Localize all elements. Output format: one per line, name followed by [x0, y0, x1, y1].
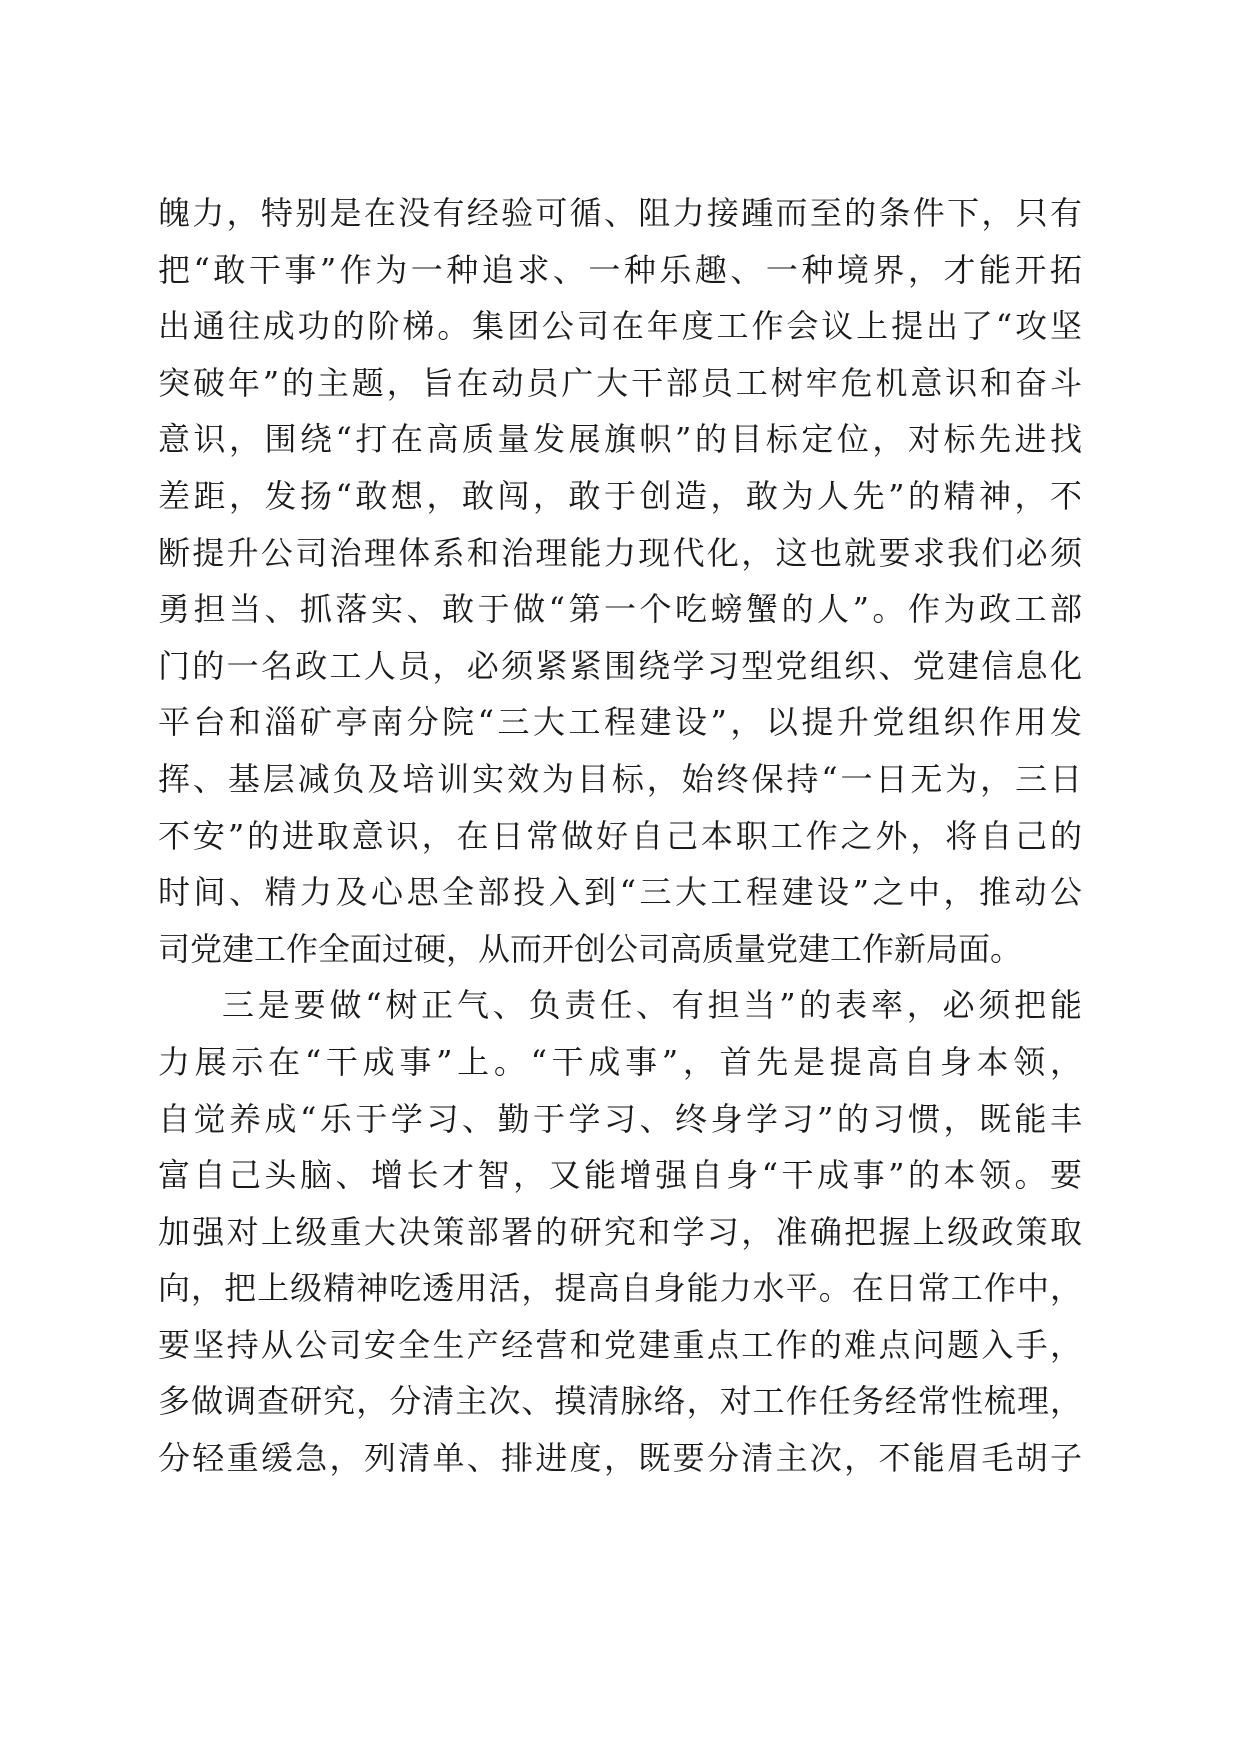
text-line: 意识，围绕“打在高质量发展旗帜”的目标定位，对标先进找: [158, 420, 1082, 459]
text-line: 把“敢干事”作为一种追求、一种乐趣、一种境界，才能开拓: [158, 250, 1082, 289]
text-line: 挥、基层减负及培训实效为目标，始终保持“一日无为，三日: [158, 759, 1082, 798]
text-line: 时间、精力及心思全部投入到“三大工程建设”之中，推动公: [158, 873, 1082, 912]
text-line: 分轻重缓急，列清单、排进度，既要分清主次，不能眉毛胡子: [158, 1439, 1082, 1478]
text-line: 断提升公司治理体系和治理能力现代化，这也就要求我们必须: [158, 533, 1082, 572]
text-line: 门的一名政工人员，必须紧紧围绕学习型党组织、党建信息化: [158, 646, 1082, 685]
text-line: 出通往成功的阶梯。集团公司在年度工作会议上提出了“攻坚: [158, 307, 1082, 346]
text-line: 向，把上级精神吃透用活，提高自身能力水平。在日常工作中，: [158, 1269, 1082, 1308]
text-line: 要坚持从公司安全生产经营和党建重点工作的难点问题入手，: [158, 1325, 1082, 1364]
body-text: [158, 185, 1082, 1487]
text-line: 不安”的进取意识，在日常做好自己本职工作之外，将自己的: [158, 816, 1082, 855]
text-line: 多做调查研究，分清主次、摸清脉络，对工作任务经常性梳理，: [158, 1382, 1082, 1421]
text-line: 突破年”的主题，旨在动员广大干部员工树牢危机意识和奋斗: [158, 363, 1082, 402]
text-line: 勇担当、抓落实、敢于做“第一个吃螃蟹的人”。作为政工部: [158, 590, 1082, 629]
text-line: 富自己头脑、增长才智，又能增强自身“干成事”的本领。要: [158, 1156, 1082, 1195]
text-line: 差距，发扬“敢想，敢闯，敢于创造，敢为人先”的精神，不: [158, 476, 1082, 515]
paragraph-first-line: 三是要做“树正气、负责任、有担当”的表率，必须把能: [222, 986, 1082, 1025]
text-line: 平台和淄矿亭南分院“三大工程建设”，以提升党组织作用发: [158, 703, 1082, 742]
text-line: 魄力，特别是在没有经验可循、阻力接踵而至的条件下，只有: [158, 194, 1082, 232]
paragraph-end-line: 司党建工作全面过硬，从而开创公司高质量党建工作新局面。: [158, 929, 1023, 968]
text-line: 加强对上级重大决策部署的研究和学习，准确把握上级政策取: [158, 1212, 1082, 1251]
text-line: 自觉养成“乐于学习、勤于学习、终身学习”的习惯，既能丰: [158, 1099, 1082, 1138]
text-line: 力展示在“干成事”上。“干成事”，首先是提高自身本领，: [158, 1042, 1082, 1081]
